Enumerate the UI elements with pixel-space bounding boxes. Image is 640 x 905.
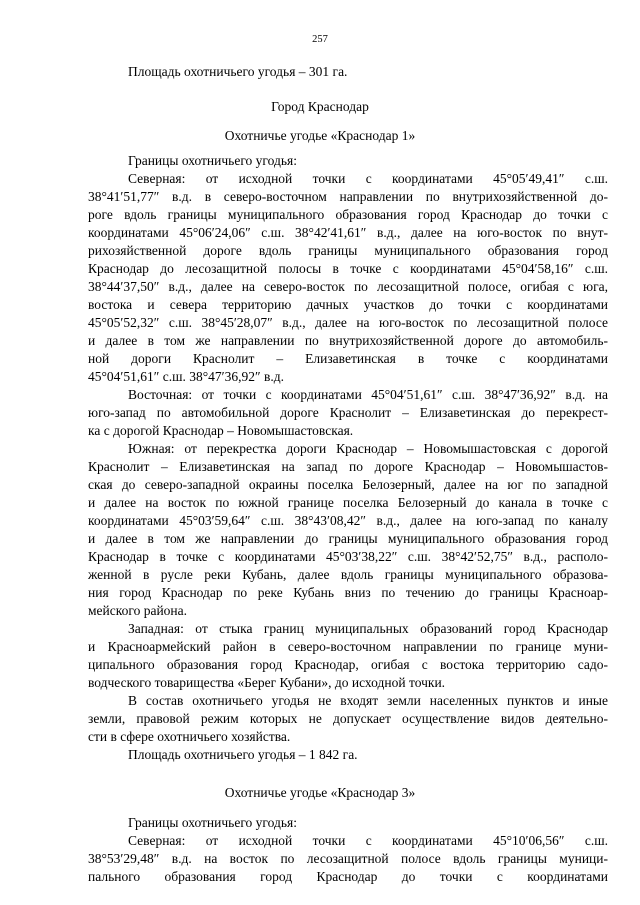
paragraph-line: 38°41′51,77″ в.д. в северо-восточном направлении по внутрихозяйственной до- <box>88 189 608 204</box>
paragraph-line: Северная: от исходной точки с координатами 45°05′49,41″ с.ш. <box>128 171 608 186</box>
paragraph-line: водческого товарищества «Берег Кубани», до исходной точки. <box>88 675 446 690</box>
paragraph-line: Краснодар до лесозащитной полосы в точке с координатами 45°04′58,16″ с.ш. <box>88 261 608 276</box>
paragraph-line: и далее в том же направлении до границы муниципального образования город <box>88 531 608 546</box>
area-statement: Площадь охотничьего угодья – 1 842 га. <box>128 747 358 762</box>
paragraph-line: Северная: от исходной точки с координатами 45°10′06,56″ с.ш. <box>128 833 608 848</box>
paragraph-line: рихозяйственной дороге вдоль границы муниципального образования город <box>88 243 608 258</box>
paragraph-line: Границы охотничьего угодья: <box>128 153 297 168</box>
paragraph-line: 38°53′29,48″ в.д. на восток по лесозащитной полосе вдоль границы муници- <box>88 851 608 866</box>
paragraph-line: ка с дорогой Краснодар – Новомышастовская. <box>88 423 354 438</box>
page-number: 257 <box>312 34 328 45</box>
paragraph-line: и далее в том же направлении по внутрихозяйственной дороге до автомобиль- <box>88 333 608 348</box>
paragraph-line: Границы охотничьего угодья: <box>128 815 297 830</box>
paragraph-line: координатами 45°03′59,64″ с.ш. 38°43′08,42″ в.д., далее на юго-запад по каналу <box>88 513 608 528</box>
paragraph-line: сти в сфере охотничьего хозяйства. <box>88 729 291 744</box>
subsection-heading: Охотничье угодье «Краснодар 1» <box>224 128 416 143</box>
paragraph-line: Восточная: от точки с координатами 45°04′51,61″ с.ш. 38°47′36,92″ в.д. на <box>128 387 608 402</box>
paragraph-line: юго-запад по автомобильной дороге Краснолит – Елизаветинская до перекрест- <box>88 405 608 420</box>
paragraph-line: В состав охотничьего угодья не входят земли населенных пунктов и иные <box>128 693 608 708</box>
paragraph-line: мейского района. <box>88 603 188 618</box>
paragraph-line: земли, правовой режим которых не допускает осуществление видов деятельно- <box>88 711 608 726</box>
area-statement: Площадь охотничьего угодья – 301 га. <box>128 64 348 79</box>
paragraph-line: 45°05′52,32″ с.ш. 38°45′28,07″ в.д., далее на юго-восток по лесозащитной полосе <box>88 315 608 330</box>
section-heading: Город Краснодар <box>271 99 369 114</box>
paragraph-line: ская до северо-западной окраины поселка Белозерный, далее на юг по западной <box>88 477 608 492</box>
paragraph-line: ципального образования город Краснодар, огибая с востока территорию садо- <box>88 657 608 672</box>
paragraph-line: роге вдоль границы муниципального образования город Краснодар до точки с <box>88 207 608 222</box>
paragraph-line: Краснолит – Елизаветинская на запад по дороге Краснодар – Новомышастов- <box>88 459 608 474</box>
paragraph-line: ной дороги Краснолит – Елизаветинская в точке с координатами <box>88 351 608 366</box>
paragraph-line: пального образования город Краснодар до точки с координатами <box>88 869 608 884</box>
paragraph-line: координатами 45°06′24,06″ с.ш. 38°42′41,61″ в.д., далее на юго-восток по внут- <box>88 225 608 240</box>
paragraph-line: и далее на восток по южной границе поселка Белозерный до канала в точке с <box>88 495 608 510</box>
paragraph-line: ния город Краснодар по реке Кубань вниз по течению до границы Красноар- <box>88 585 608 600</box>
paragraph-line: Краснодар в точке с координатами 45°03′38,22″ с.ш. 38°42′52,75″ в.д., располо- <box>88 549 608 564</box>
paragraph-line: и Красноармейский район в северо-восточном направлении по границе муни- <box>88 639 608 654</box>
paragraph-line: 38°44′37,50″ в.д., далее на северо-восток по лесозащитной полосе, огибая с юга, <box>88 279 608 294</box>
paragraph-line: Западная: от стыка границ муниципальных образований город Краснодар <box>128 621 608 636</box>
subsection-heading: Охотничье угодье «Краснодар 3» <box>224 785 416 800</box>
paragraph-line: женной в русле реки Кубань, далее вдоль границы муниципального образова- <box>88 567 608 582</box>
paragraph-line: 45°04′51,61″ с.ш. 38°47′36,92″ в.д. <box>88 369 284 384</box>
paragraph-line: востока и севера территорию дачных участков до точки с координатами <box>88 297 608 312</box>
paragraph-line: Южная: от перекрестка дороги Краснодар – Новомышастовская с дорогой <box>128 441 608 456</box>
